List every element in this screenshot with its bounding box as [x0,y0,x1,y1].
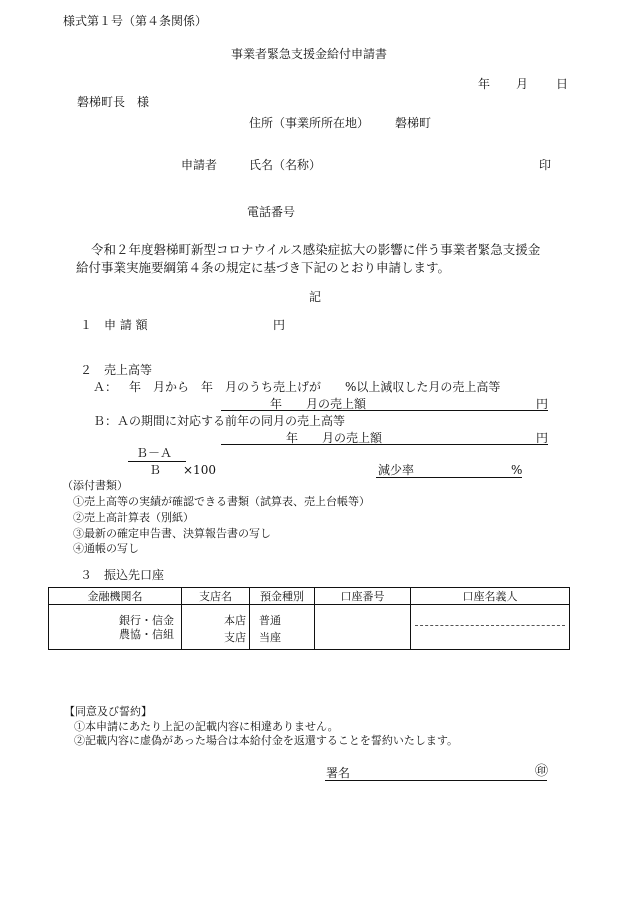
date-month: 月 [516,77,529,91]
bank-types-2: 農協・信組 [119,628,174,641]
consent-item: ①本申請にあたり上記の記載内容に相違ありません。 [74,720,339,733]
intro-line-1: 令和２年度磐梯町新型コロナウイルス感染症拡大の影響に伴う事業者緊急支援金 [91,242,541,257]
intro-line-2: 給付事業実施要綱第４条の規定に基づき下記のとおり申請します。 [76,260,451,275]
addressee: 磐梯町長 様 [77,95,150,109]
a-label: Ａ： [93,380,118,394]
deposit-1: 普通 [259,614,281,627]
b-amount-line [221,444,548,445]
bank-account-table [48,587,570,650]
account-number-cell[interactable] [315,605,411,650]
deposit-2: 当座 [259,631,281,644]
bank-types-1: 銀行・信金 [119,614,174,627]
account-holder-cell[interactable] [411,605,570,650]
address-value: 磐梯町 [395,116,432,130]
attachments-heading: （添付書類） [62,479,128,492]
col-account-number: 口座番号 [315,588,411,605]
section2-heading: ２ 売上高等 [80,363,153,377]
form-id: 様式第１号（第４条関係） [63,14,208,28]
ki-label: 記 [309,290,322,304]
fraction-numerator: Ｂ－Ａ [136,446,173,460]
rate-unit: % [511,463,523,477]
consent-item: ②記載内容に虚偽があった場合は本給付金を返還することを誓約いたします。 [74,734,459,747]
applicant-label: 申請者 [181,158,218,172]
applicant-seal: 印 [539,158,552,172]
b-month-label: 年 月の売上額 [286,431,383,445]
signature-seal: ㊞ [535,764,549,779]
col-deposit-type: 預金種別 [250,588,315,605]
attachment-item: ①売上高等の実績が確認できる書類（試算表、売上台帳等） [73,495,370,508]
section1-heading: １ 申 請 額 [80,318,148,332]
b-text: Ｂ：Ａの期間に対応する前年の同月の売上高等 [93,414,346,428]
section3-heading: ３ 振込先口座 [80,568,165,582]
signature-line[interactable] [325,780,547,781]
page-title: 事業者緊急支援金給付申請書 [231,47,388,61]
attachment-item: ②売上高計算表（別紙） [73,511,194,524]
branch-1: 本店 [224,614,246,627]
branch-cell[interactable] [182,605,250,650]
a-text: 年 月から 年 月のうち売上げが %以上減収した月の売上高等 [129,380,501,394]
holder-dotted-line [415,625,565,626]
address-label: 住所（事業所所在地） [249,116,370,130]
attachment-item: ④通帳の写し [73,542,139,555]
col-branch: 支店名 [182,588,250,605]
table-header-row [49,588,570,605]
name-label: 氏名（名称） [249,158,322,172]
fraction-bar [128,461,186,462]
section1-unit: 円 [273,318,286,332]
date-day: 日 [556,77,569,91]
deposit-type-cell[interactable] [250,605,315,650]
fraction-denominator: Ｂ [149,463,162,477]
branch-2: 支店 [224,631,246,644]
times-100: ×100 [183,463,216,477]
attachment-item: ③最新の確定申告書、決算報告書の写し [73,527,271,540]
date-year: 年 [478,77,491,91]
col-bank-name: 金融機関名 [49,588,182,605]
bank-name-cell[interactable] [49,605,182,650]
rate-line [376,477,522,478]
a-unit: 円 [536,397,549,411]
signature-label: 署名 [326,766,351,780]
a-amount-line [221,410,548,411]
consent-heading: 【同意及び誓約】 [64,705,152,718]
phone-label: 電話番号 [247,205,296,219]
a-month-label: 年 月の売上額 [270,397,367,411]
rate-label: 減少率 [378,463,415,477]
table-row [49,605,570,650]
b-unit: 円 [536,431,549,445]
col-account-holder: 口座名義人 [411,588,570,605]
